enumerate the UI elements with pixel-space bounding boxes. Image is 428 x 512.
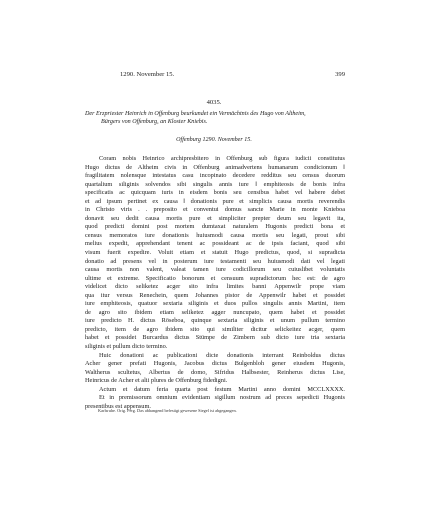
text-line: donatio ad presens vel in posterum iure testamenti seu huiusmodi dati vel legati — [85, 257, 345, 265]
footnote-source: Karlsruhe. Orig. Perg. Das abhangend befestigt gewesene Siegel ist abgegangen. — [98, 408, 237, 413]
text-line: ultime et extreme. Specificatio bonorum et censuum supradictorum hec est: de agro — [85, 274, 345, 282]
text-line: Huic donationi ac publicationi dicte donationis interrant Reinboldus dictus — [99, 351, 345, 359]
text-line: siliginis et pullum dicto termino. — [85, 343, 168, 351]
regest-line-1: Der Erzpriester Heinrich in Offenburg beurkundet ein Vermächtnis des Hugo von Altheim, — [85, 111, 306, 117]
text-line: specificatis ac quicquam iuris in eisdem bonis seu censibus habet vel habere debet — [85, 189, 345, 197]
text-line: donavit seu dedit causa mortis pure et simpliciter prepter deum seu legavit ita, — [85, 214, 345, 222]
regest-line-2: Bürgers von Offenburg, an Kloster Kniebis. — [101, 118, 208, 125]
text-line: Et in premissorum omnium evidentiam sigillum nostrum ad preces sepedicti Hugonis — [99, 394, 345, 402]
text-line: videlicet dicto seliketez acger sito infra limites banni Appenwilr prope viam — [85, 283, 345, 291]
text-line: quartalium siliginis solvendos sibi singulis annis iure ‖ emphiteosis de bonis infra — [85, 180, 345, 188]
text-line: Acher gener prefati Hugonis, Jacobus dictus Bulgenbloh gener eiusdem Hugonis, — [85, 360, 345, 368]
text-line: melius expedit, apprehendant tenent ac possideant ac de ipsis faciant, quod sibi — [85, 240, 345, 248]
text-line: iure emphiteosis, quatuor sextaria siliginis et duos pullos singulis annis Martini, item — [85, 300, 345, 308]
text-line: Actum et datum feria quarta post festum Martini anno domini MCCLXXXX. — [99, 385, 345, 393]
text-line: qua itur versus Renechein, quem Johannes pistor de Appenwilr habet et possidet — [85, 291, 345, 299]
dateline: Offenburg 1290. November 15. — [176, 137, 252, 143]
running-head-date: 1290. November 15. — [120, 71, 175, 78]
text-line: census memoratos iure donationis huiusmodi causa mortis seu legati, prout sibi — [85, 231, 345, 239]
text-line: causa mortis non valent, valeat tamen iure codicillorum seu cuiuslibet voluntatis — [85, 266, 345, 274]
text-line: fragilitatem nolensque intestatus casu incopinato decedere redditus seu census duorum — [85, 172, 345, 180]
text-line: Coram nobis Heinrico archipresbitero in Offenburg sub figura iudicii constitutus — [99, 155, 345, 162]
regest-summary — [85, 111, 345, 126]
text-line: Heinricus de Acher et alii plures de Offenburg fidedigni. — [85, 377, 228, 385]
document-number: 4035. — [206, 99, 222, 106]
text-line: quod predicti domini post mortem dumtaxat naturalem Hugonis predicti bona et — [85, 223, 345, 231]
text-line: Waltherus scultetus, Albertus de domo, Sifridus Halbsester, Reinherus dictus Lise, — [85, 368, 345, 376]
charter-text — [85, 155, 345, 411]
text-line: predicto, item de agro ibidem sito qui similiter dicitur selickeitez acger, quem — [85, 325, 345, 333]
text-line: et ad ipsum pertinet ex causa ‖ donationis pure et simplicis causa mortis reverendis — [85, 197, 345, 205]
text-line: Hugo dictus de Altheim civis in Offenburg animadvertens humanarum condicionum ‖ — [85, 163, 345, 171]
text-line: presentibus est appensum. — [85, 402, 151, 410]
text-line: visum fuerit expedire. Voluit etiam et statuit Hugo predictus, quod, si supradicta — [85, 249, 345, 257]
text-line: de agro sito ibidem etiam seliketez agger nuncupato, quem habet et possidet — [85, 308, 345, 316]
text-line: habet et possidet Burcardus dictus Stümpe de Zimbern sub dicto iure tria sextaria — [85, 334, 345, 342]
text-line: iure predicto H. dictus Röseboa, quinque sextaria siliginis et unum pullum termino — [85, 317, 345, 325]
text-line: in Christo viris . . preposito et conventui domus sancte Marie in monte Knieboa — [85, 206, 345, 214]
page-number: 399 — [335, 71, 345, 78]
